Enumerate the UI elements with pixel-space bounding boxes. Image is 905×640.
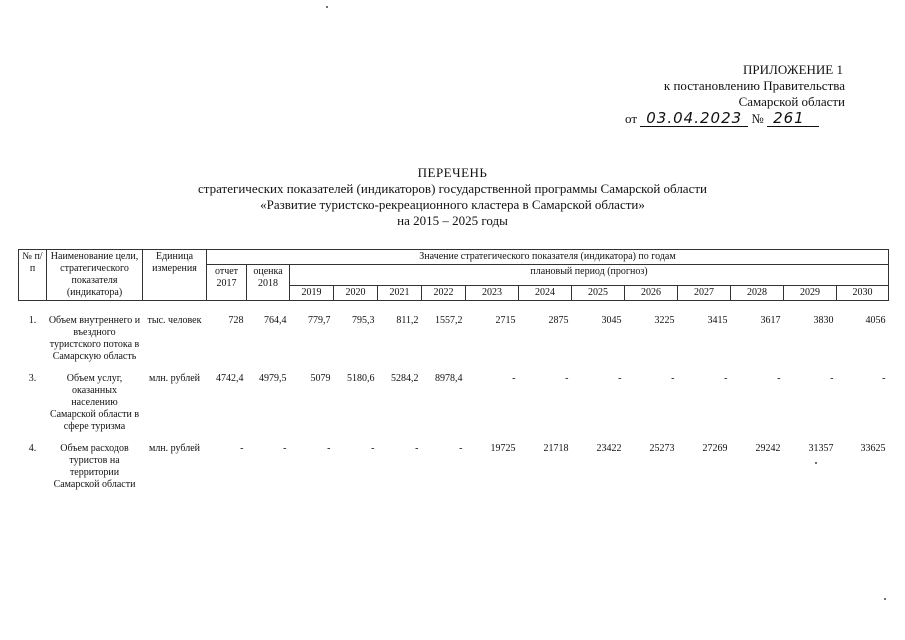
table-row xyxy=(19,313,889,371)
row-value: 2715 xyxy=(495,315,516,326)
header-year: 2021 xyxy=(378,286,422,301)
appendix-title: ПРИЛОЖЕНИЕ 1 xyxy=(743,62,843,77)
row-name: Объем услуг, оказанных населению Самарской области в сфере туризма xyxy=(49,373,140,432)
row-value: 8978,4 xyxy=(435,373,463,384)
row-value: 5079 xyxy=(310,373,331,384)
row-value: 795,3 xyxy=(352,315,375,326)
header-estimate: оценка 2018 xyxy=(247,265,290,301)
scan-speck xyxy=(884,598,886,600)
header-plan: плановый период (прогноз) xyxy=(290,265,889,286)
appendix-line-1: к постановлению Правительства xyxy=(663,78,845,93)
heading-title: ПЕРЕЧЕНЬ xyxy=(417,165,488,180)
row-name: Объем внутреннего и въездного туристского потока в Самарскую область xyxy=(48,315,141,362)
header-year: 2023 xyxy=(466,286,519,301)
row-unit: тыс. человек xyxy=(147,315,202,326)
header-values: Значение стратегического показателя (индикатора) по годам xyxy=(207,250,889,265)
table-row xyxy=(19,371,889,441)
row-value: 31357 xyxy=(808,443,834,454)
row-value: 4056 xyxy=(865,315,886,326)
handwritten-date: 03.04.2023 xyxy=(640,110,748,127)
row-value: 23422 xyxy=(596,443,622,454)
header-year: 2024 xyxy=(519,286,572,301)
number-label: № xyxy=(751,111,764,126)
header-year: 2029 xyxy=(784,286,837,301)
row-unit: млн. рублей xyxy=(148,373,201,384)
heading-line-3: на 2015 – 2025 годы xyxy=(397,213,508,228)
row-value: - xyxy=(240,443,244,454)
row-value: 3617 xyxy=(760,315,781,326)
row-value: 21718 xyxy=(543,443,569,454)
row-value: 27269 xyxy=(702,443,728,454)
appendix-block xyxy=(615,62,845,127)
handwritten-number: 261 xyxy=(767,110,819,127)
header-year: 2027 xyxy=(678,286,731,301)
table-row xyxy=(19,441,889,499)
header-year: 2030 xyxy=(837,286,889,301)
header-year: 2028 xyxy=(731,286,784,301)
header-year: 2019 xyxy=(290,286,334,301)
from-label: от xyxy=(625,111,638,126)
indicators-table xyxy=(18,249,889,499)
header-year: 2022 xyxy=(422,286,466,301)
row-value: 811,2 xyxy=(396,315,419,326)
row-value: - xyxy=(415,443,419,454)
row-value: - xyxy=(283,443,287,454)
row-value: - xyxy=(371,443,375,454)
row-index: 4. xyxy=(28,443,37,454)
row-value: 3415 xyxy=(707,315,728,326)
header-year: 2026 xyxy=(625,286,678,301)
row-value: 3045 xyxy=(601,315,622,326)
row-value: 779,7 xyxy=(308,315,331,326)
row-value: - xyxy=(882,373,886,384)
row-value: - xyxy=(671,373,675,384)
row-value: 4742,4 xyxy=(216,373,244,384)
header-num: № п/п xyxy=(19,250,47,301)
row-value: - xyxy=(512,373,516,384)
row-value: 764,4 xyxy=(264,315,287,326)
row-value: 5284,2 xyxy=(391,373,419,384)
header-name: Наименование цели, стратегического показателя (индикатора) xyxy=(47,250,143,301)
row-value: 1557,2 xyxy=(435,315,463,326)
heading-line-2: «Развитие туристско-рекреационного кластера в Самарской области» xyxy=(260,197,645,212)
row-value: 25273 xyxy=(649,443,675,454)
row-value: - xyxy=(724,373,728,384)
row-name: Объем расходов туристов на территории Самарской области xyxy=(53,443,136,490)
document-heading xyxy=(0,165,905,229)
row-value: 4979,5 xyxy=(259,373,287,384)
header-unit: Единица измерения xyxy=(143,250,207,301)
row-value: - xyxy=(327,443,331,454)
row-value: 3225 xyxy=(654,315,675,326)
heading-line-1: стратегических показателей (индикаторов) государственной программы Самарской области xyxy=(198,181,707,196)
row-value: - xyxy=(459,443,463,454)
row-value: - xyxy=(777,373,781,384)
row-index: 3. xyxy=(28,373,37,384)
header-report: отчет 2017 xyxy=(207,265,247,301)
row-index: 1. xyxy=(28,315,37,326)
row-value: 3830 xyxy=(813,315,834,326)
header-year: 2020 xyxy=(334,286,378,301)
row-unit: млн. рублей xyxy=(148,443,201,454)
appendix-date-line xyxy=(615,110,845,127)
row-value: - xyxy=(565,373,569,384)
appendix-line-2: Самарской области xyxy=(738,94,845,109)
row-value: 33625 xyxy=(860,443,886,454)
scan-speck xyxy=(326,6,328,8)
row-value: 5180,6 xyxy=(347,373,375,384)
row-value: - xyxy=(618,373,622,384)
row-value: 2875 xyxy=(548,315,569,326)
scan-speck xyxy=(815,462,817,464)
row-value: 19725 xyxy=(490,443,516,454)
header-year: 2025 xyxy=(572,286,625,301)
row-value: 29242 xyxy=(755,443,781,454)
row-value: - xyxy=(830,373,834,384)
row-value: 728 xyxy=(228,315,244,326)
